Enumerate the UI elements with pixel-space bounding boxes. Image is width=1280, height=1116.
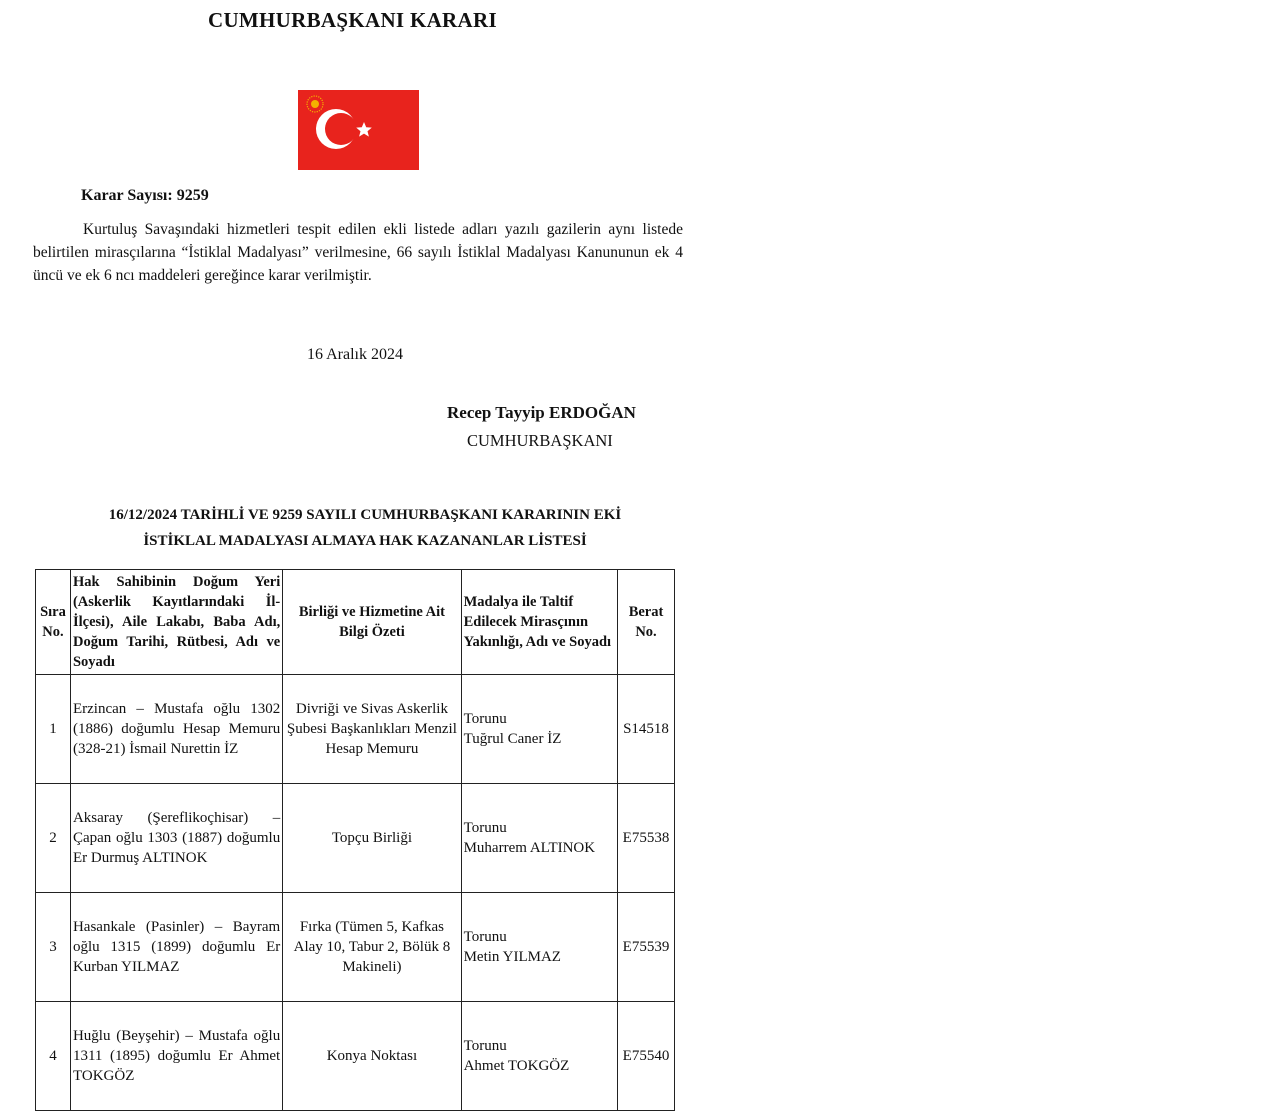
row-no: 2 (36, 784, 71, 893)
table-row (36, 784, 675, 893)
header-unit: Birliği ve Hizmetine Ait Bilgi Özeti (283, 570, 461, 675)
heir-name: Tuğrul Caner İZ (463, 731, 562, 747)
heir-relation: Torunu (463, 711, 507, 727)
row-no: 1 (36, 675, 71, 784)
header-holder: Hak Sahibinin Doğum Yeri (Askerlik Kayıtlarındaki İl-İlçesi), Aile Lakabı, Baba Adı, Doğum Tarihi, Rütbesi, Adı ve Soyadı (70, 570, 282, 675)
list-title (60, 502, 670, 554)
list-title-line-1: 16/12/2024 TARİHLİ VE 9259 SAYILI CUMHURBAŞKANI KARARININ EKİ (108, 507, 622, 523)
table-row (36, 893, 675, 1002)
row-holder: Hasankale (Pasinler) – Bayram oğlu 1315 (1899) doğumlu Er Kurban YILMAZ (70, 893, 282, 1002)
heir-relation: Torunu (463, 929, 507, 945)
row-berat: E75540 (618, 1002, 675, 1111)
row-berat: E75539 (618, 893, 675, 1002)
decision-date: 16 Aralık 2024 (307, 346, 403, 363)
heir-relation: Torunu (463, 820, 507, 836)
signer-title: CUMHURBAŞKANI (467, 431, 613, 450)
heir-name: Metin YILMAZ (463, 949, 561, 965)
row-heir (461, 893, 617, 1002)
row-heir (461, 784, 617, 893)
heir-name: Muharrem ALTINOK (463, 840, 596, 856)
decision-body: Kurtuluş Savaşındaki hizmetleri tespit edilen ekli listede adları yazılı gazilerin aynı listede belirtilen mirasçılarına “İstiklal Madalyası” verilmesine, 66 sayılı İstiklal Madalyası Kanununun ek 4 üncü ve ek 6 ncı maddeleri gereğince karar verilmiştir. (33, 221, 683, 284)
turkish-flag-icon (298, 90, 419, 170)
list-title-line-2: İSTİKLAL MADALYASI ALMAYA HAK KAZANANLAR LİSTESİ (143, 533, 587, 549)
row-no: 3 (36, 893, 71, 1002)
header-no: Sıra No. (36, 570, 71, 675)
row-berat: E75538 (618, 784, 675, 893)
document-title: CUMHURBAŞKANI KARARI (208, 8, 497, 32)
row-unit: Fırka (Tümen 5, Kafkas Alay 10, Tabur 2, Bölük 8 Makineli) (283, 893, 461, 1002)
row-heir (461, 1002, 617, 1111)
row-heir (461, 675, 617, 784)
header-heir: Madalya ile Taltif Edilecek Mirasçının Yakınlığı, Adı ve Soyadı (461, 570, 617, 675)
table-row (36, 675, 675, 784)
header-berat: Berat No. (618, 570, 675, 675)
row-berat: S14518 (618, 675, 675, 784)
heir-name: Ahmet TOKGÖZ (463, 1058, 570, 1074)
row-unit: Divriği ve Sivas Askerlik Şubesi Başkanlıkları Menzil Hesap Memuru (283, 675, 461, 784)
table-header-row (36, 570, 675, 675)
heir-relation: Torunu (463, 1038, 507, 1054)
row-unit: Konya Noktası (283, 1002, 461, 1111)
decision-number: Karar Sayısı: 9259 (81, 187, 209, 204)
table-row (36, 1002, 675, 1111)
row-holder: Erzincan – Mustafa oğlu 1302 (1886) doğumlu Hesap Memuru (328-21) İsmail Nurettin İZ (70, 675, 282, 784)
row-no: 4 (36, 1002, 71, 1111)
row-unit: Topçu Birliği (283, 784, 461, 893)
signer-name: Recep Tayyip ERDOĞAN (447, 403, 636, 422)
medal-recipients-table (35, 569, 675, 1111)
row-holder: Aksaray (Şereflikoçhisar) – Çapan oğlu 1303 (1887) doğumlu Er Durmuş ALTINOK (70, 784, 282, 893)
row-holder: Huğlu (Beyşehir) – Mustafa oğlu 1311 (1895) doğumlu Er Ahmet TOKGÖZ (70, 1002, 282, 1111)
